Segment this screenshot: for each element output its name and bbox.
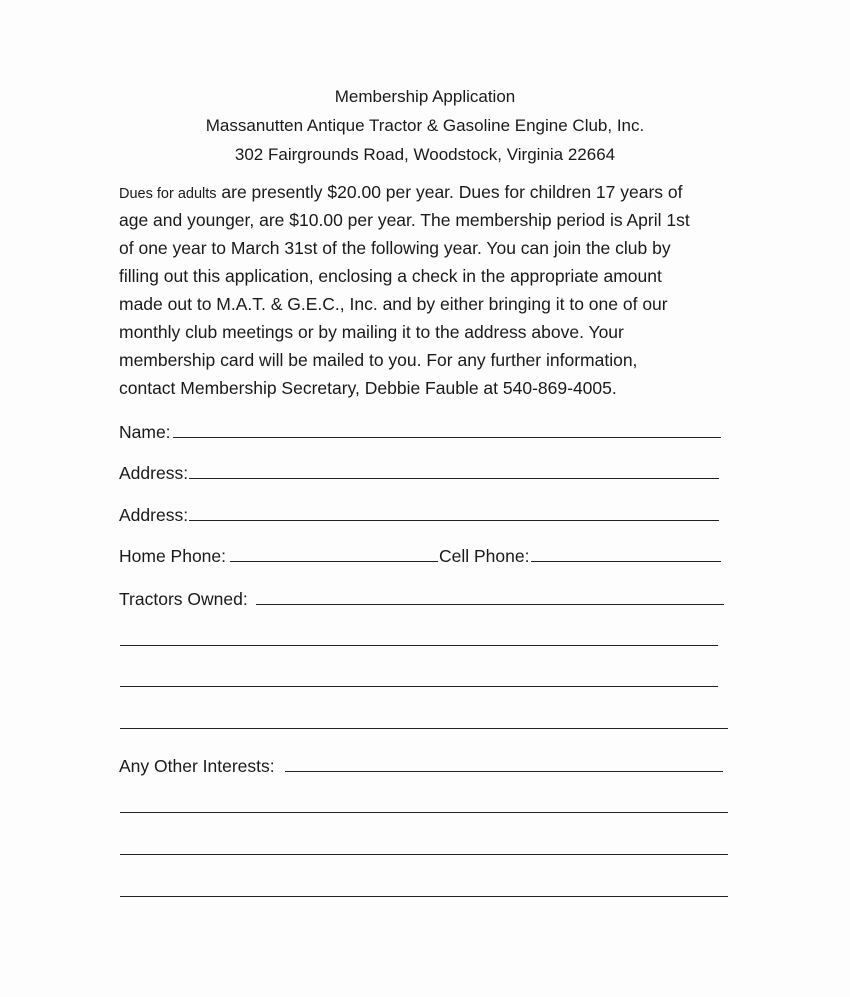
cell-phone-field-line[interactable] xyxy=(531,561,721,562)
intro-line-1-text: are presently $20.00 per year. Dues for children 17 years of xyxy=(216,182,683,202)
tractors-row xyxy=(119,587,724,611)
address-field-line-2[interactable] xyxy=(189,520,719,521)
address-row-2 xyxy=(119,503,719,527)
organization-name: Massanutten Antique Tractor & Gasoline Engine Club, Inc. xyxy=(205,116,645,135)
intro-line-5: made out to M.A.T. & G.E.C., Inc. and by either bringing it to one of our xyxy=(119,294,668,314)
name-label: Name: xyxy=(119,422,171,442)
phone-row xyxy=(119,544,721,568)
intro-line-7: membership card will be mailed to you. For any further information, xyxy=(119,350,638,370)
intro-line-1 xyxy=(119,181,683,205)
tractors-owned-field-line[interactable] xyxy=(256,604,724,605)
organization-address: 302 Fairgrounds Road, Woodstock, Virginia 22664 xyxy=(234,145,616,164)
home-phone-label: Home Phone: xyxy=(119,546,227,566)
name-row xyxy=(119,420,721,444)
tractors-extra-line-3[interactable] xyxy=(120,728,728,729)
interests-extra-line-1[interactable] xyxy=(120,812,728,813)
address-label-2: Address: xyxy=(119,505,189,525)
address-row-1 xyxy=(119,461,719,485)
interests-extra-line-3[interactable] xyxy=(120,896,728,897)
intro-line-8: contact Membership Secretary, Debbie Fauble at 540-869-4005. xyxy=(119,378,617,398)
intro-line-2: age and younger, are $10.00 per year. The membership period is April 1st xyxy=(119,210,690,230)
tractors-owned-label: Tractors Owned: xyxy=(119,589,248,609)
intro-line-3: of one year to March 31st of the following year. You can join the club by xyxy=(119,238,671,258)
other-interests-field-line[interactable] xyxy=(285,771,723,772)
name-field-line[interactable] xyxy=(173,437,721,438)
interests-extra-line-2[interactable] xyxy=(120,854,728,855)
tractors-extra-line-2[interactable] xyxy=(120,686,718,687)
form-title: Membership Application xyxy=(334,87,516,106)
address-field-line-1[interactable] xyxy=(189,478,719,479)
address-label-1: Address: xyxy=(119,463,189,483)
intro-line-6: monthly club meetings or by mailing it to the address above. Your xyxy=(119,322,624,342)
home-phone-field-line[interactable] xyxy=(230,561,438,562)
intro-lead: Dues for adults xyxy=(119,186,217,202)
tractors-extra-line-1[interactable] xyxy=(120,645,718,646)
intro-line-4: filling out this application, enclosing a check in the appropriate amount xyxy=(119,266,662,286)
other-interests-label: Any Other Interests: xyxy=(119,756,275,776)
interests-row xyxy=(119,754,723,778)
cell-phone-label: Cell Phone: xyxy=(439,546,530,566)
